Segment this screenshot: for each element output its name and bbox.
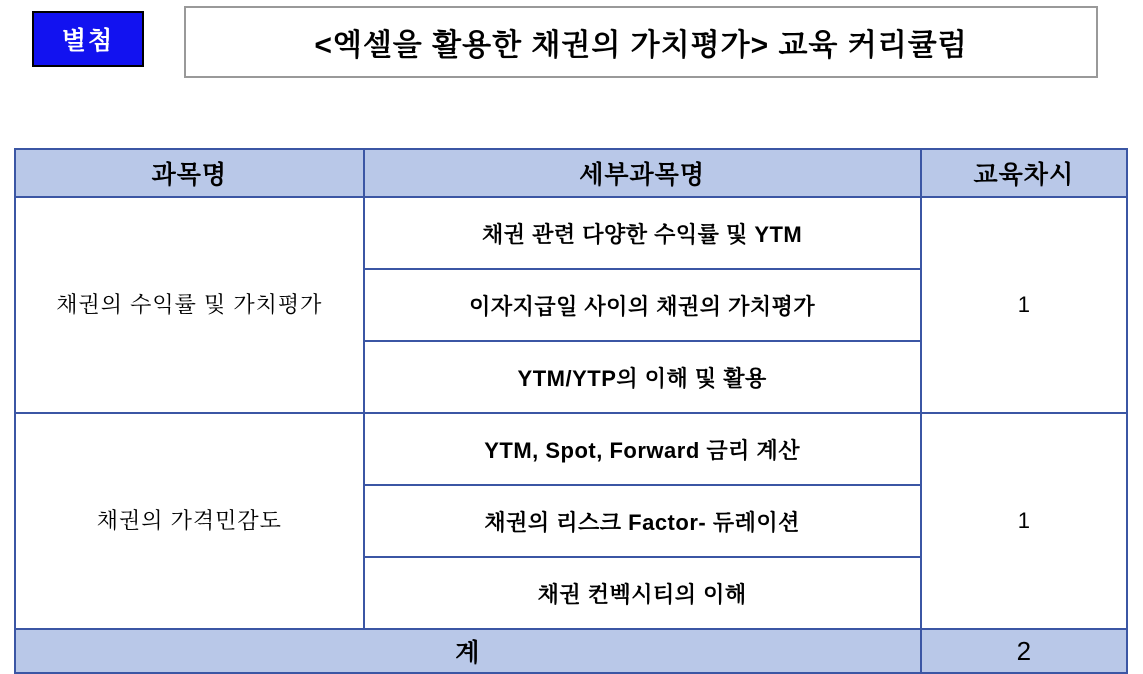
hours-cell: 1 (921, 197, 1127, 413)
table-header-row (15, 149, 1127, 197)
title-box (184, 6, 1098, 78)
table-row (15, 413, 1127, 485)
detail-cell: 이자지급일 사이의 채권의 가치평가 (364, 269, 921, 341)
document-header (0, 0, 1143, 92)
hours-cell: 1 (921, 413, 1127, 629)
column-header-subject: 과목명 (15, 149, 364, 197)
column-header-hours: 교육차시 (921, 149, 1127, 197)
detail-cell: 채권 관련 다양한 수익률 및 YTM (364, 197, 921, 269)
column-header-detail: 세부과목명 (364, 149, 921, 197)
page-title: <엑셀을 활용한 채권의 가치평가> 교육 커리큘럼 (314, 29, 968, 62)
curriculum-table (14, 148, 1128, 674)
attachment-badge: 별첨 (32, 11, 144, 67)
curriculum-table-wrapper (14, 148, 1128, 674)
subject-cell: 채권의 가격민감도 (15, 413, 364, 629)
table-row (15, 197, 1127, 269)
total-value: 2 (921, 629, 1127, 673)
table-total-row (15, 629, 1127, 673)
detail-cell: YTM/YTP의 이해 및 활용 (364, 341, 921, 413)
total-label: 계 (15, 629, 921, 673)
detail-cell: YTM, Spot, Forward 금리 계산 (364, 413, 921, 485)
detail-cell: 채권 컨벡시티의 이해 (364, 557, 921, 629)
detail-cell: 채권의 리스크 Factor- 듀레이션 (364, 485, 921, 557)
subject-cell: 채권의 수익률 및 가치평가 (15, 197, 364, 413)
